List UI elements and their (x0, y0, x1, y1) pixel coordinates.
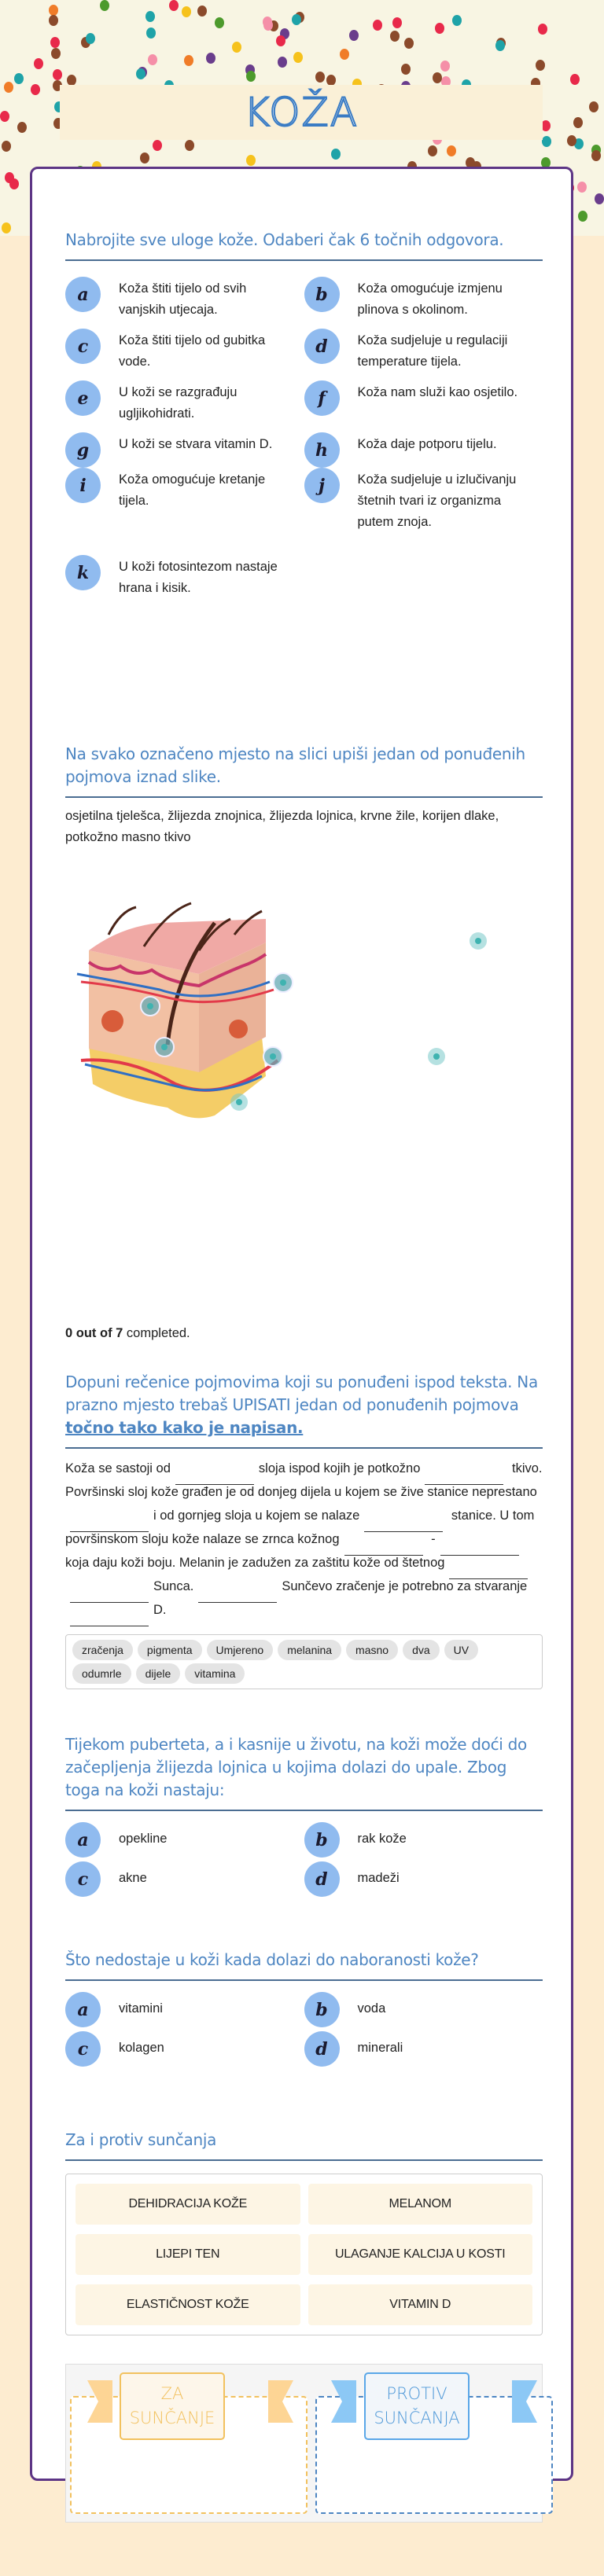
confetti-dot (185, 140, 194, 151)
option-d[interactable] (304, 329, 543, 373)
question-6 (65, 2129, 543, 2523)
word-chip[interactable]: Umjereno (207, 1640, 274, 1660)
confetti-dot (184, 55, 193, 66)
option-label: U koži se razgrađuju ugljikohidrati. (119, 385, 238, 421)
option-e[interactable] (65, 380, 304, 424)
confetti-dot (536, 60, 545, 71)
option-label: Koža štiti tijelo od svih vanjskih utjecaja. (119, 281, 247, 317)
hotspot-4[interactable] (263, 1046, 283, 1067)
question-3-title (65, 1371, 543, 1449)
confetti-dot (263, 17, 272, 28)
confetti-dot (17, 122, 27, 133)
text-segment: - (431, 1532, 436, 1546)
option-letter-bubble: c (65, 2031, 101, 2067)
option-letter-bubble: a (65, 277, 101, 312)
confetti-dot (51, 48, 61, 59)
confetti-dot (428, 145, 437, 156)
confetti-dot (9, 178, 19, 189)
word-chip[interactable]: masno (346, 1640, 398, 1660)
confetti-dot (49, 15, 58, 26)
text-segment: Koža se sastoji od (65, 1461, 171, 1475)
labeling-image-area (65, 856, 543, 1233)
category-drop-area (65, 2364, 543, 2523)
page-title: KOŽA (244, 90, 359, 135)
confetti-dot (577, 182, 587, 193)
option-d[interactable] (304, 1861, 543, 1897)
option-letter-bubble: h (304, 432, 340, 468)
confetti-dot (495, 40, 505, 51)
confetti-dot (215, 17, 224, 28)
blank-10[interactable] (70, 1611, 149, 1626)
option-label: kolagen (119, 2041, 164, 2055)
confetti-dot (148, 54, 157, 65)
confetti-dot (34, 58, 43, 69)
confetti-dot (86, 33, 95, 44)
text-segment: i od gornjeg sloja u kojem se nalaze (153, 1508, 360, 1523)
question-1-options (65, 277, 543, 607)
sort-item[interactable]: DEHIDRACIJA KOŽE (76, 2184, 300, 2225)
option-c[interactable] (65, 2031, 304, 2067)
option-b[interactable] (304, 277, 543, 321)
option-letter-bubble: e (65, 380, 101, 416)
text-segment: Sunca. (153, 1579, 194, 1593)
hotspot-5[interactable] (230, 1093, 248, 1111)
progress-count: 0 out of 7 (65, 1326, 123, 1340)
category-label-line: SUNČANJE (129, 2409, 215, 2427)
question-3-title-emphasis: točno tako kako je napisan. (65, 1418, 304, 1437)
confetti-dot (591, 150, 601, 161)
category-label-line: PROTIV (386, 2384, 447, 2403)
confetti-dot (276, 35, 285, 46)
option-label: U koži se stvara vitamin D. (119, 437, 273, 451)
option-a[interactable] (65, 1822, 304, 1858)
word-chip[interactable]: melanina (278, 1640, 341, 1660)
blank-2[interactable] (425, 1469, 503, 1485)
question-2 (65, 743, 543, 1341)
confetti-dot (435, 23, 444, 34)
word-bank (65, 1634, 543, 1689)
confetti-dot (49, 5, 58, 16)
skin-cross-section-image (73, 887, 325, 1139)
blank-5[interactable] (344, 1540, 423, 1556)
confetti-dot (340, 49, 349, 60)
option-letter-bubble: i (65, 468, 101, 503)
confetti-dot (293, 52, 303, 63)
blank-6[interactable] (440, 1540, 519, 1556)
text-segment: tkivo. Površinski sloj kože građen je od donjeg dijela u kojem se žive stanice neprestano (65, 1461, 543, 1499)
text-segment: D. (153, 1603, 167, 1617)
confetti-dot (595, 193, 604, 204)
option-d[interactable] (304, 2031, 543, 2067)
blank-3[interactable] (70, 1516, 149, 1532)
option-c[interactable] (65, 329, 304, 373)
sort-item[interactable]: MELANOM (308, 2184, 533, 2225)
confetti-dot (433, 72, 442, 83)
text-segment: sloja ispod kojih je potkožno (258, 1461, 421, 1475)
option-b[interactable] (304, 1992, 543, 2027)
option-label: madeži (357, 1871, 400, 1885)
sort-item[interactable]: LIJEPI TEN (76, 2234, 300, 2275)
confetti-dot (447, 145, 456, 156)
option-letter-bubble: f (304, 380, 340, 416)
option-label: Koža nam služi kao osjetilo. (357, 385, 518, 399)
option-label: Koža štiti tijelo od gubitka vode. (119, 333, 266, 369)
sort-item[interactable]: ELASTIČNOST KOŽE (76, 2284, 300, 2325)
word-chip[interactable]: odumrle (72, 1663, 131, 1684)
question-3-title-main: Dopuni rečenice pojmovima koji su ponuđeni ispod teksta. Na prazno mjesto trebaš UPISATI jedan od ponuđenih pojmova (65, 1373, 538, 1414)
option-letter-bubble: g (65, 432, 101, 468)
word-chip[interactable]: dijele (136, 1663, 181, 1684)
word-chip[interactable]: vitamina (185, 1663, 245, 1684)
ribbon-tail-left-icon (87, 2380, 112, 2423)
confetti-dot (331, 149, 341, 160)
word-chip[interactable]: UV (444, 1640, 478, 1660)
confetti-dot (145, 11, 155, 22)
confetti-dot (315, 72, 325, 83)
blank-1[interactable] (175, 1469, 254, 1485)
term-list: osjetilna tjelešca, žlijezda znojnica, žlijezda lojnica, krvne žile, korijen dlake, potkožno masno tkivo (65, 809, 499, 844)
confetti-dot (452, 15, 462, 26)
confetti-dot (136, 68, 145, 79)
option-letter-bubble: k (65, 555, 101, 590)
option-j[interactable] (304, 468, 543, 533)
category-label-za (120, 2372, 225, 2440)
option-letter-bubble: a (65, 1992, 101, 2027)
option-letter-bubble: d (304, 1861, 340, 1897)
option-label: opekline (119, 1832, 168, 1846)
confetti-dot (567, 135, 576, 146)
option-b[interactable] (304, 1822, 543, 1858)
confetti-dot (2, 222, 11, 233)
confetti-dot (14, 73, 24, 84)
option-a[interactable] (65, 277, 304, 321)
hotspot-progress (65, 1326, 543, 1341)
question-4-options (65, 1822, 543, 1905)
confetti-dot (53, 69, 62, 80)
option-label: Koža omogućuje izmjenu plinova s okolinom. (357, 281, 503, 317)
sort-items-bank (65, 2174, 543, 2335)
question-1-title: Nabrojite sve uloge kože. Odaberi čak 6 točnih odgovora. (65, 229, 543, 261)
confetti-dot (4, 82, 13, 93)
confetti-dot (246, 155, 256, 166)
hotspot-6[interactable] (470, 932, 487, 950)
title-banner (60, 85, 543, 140)
confetti-dot (392, 17, 402, 28)
progress-suffix: completed. (123, 1326, 190, 1340)
option-i[interactable] (65, 468, 304, 533)
option-label: Koža sudjeluje u regulaciji temperature tijela. (357, 333, 508, 369)
confetti-dot (153, 140, 162, 151)
option-letter-bubble: b (304, 1822, 340, 1858)
question-1 (65, 229, 543, 607)
hotspot-3[interactable] (273, 972, 293, 993)
option-label: Koža omogućuje kretanje tijela. (119, 472, 266, 508)
option-a[interactable] (65, 1992, 304, 2027)
confetti-dot (542, 136, 551, 147)
confetti-dot (182, 6, 191, 17)
confetti-dot (538, 24, 547, 35)
confetti-dot (2, 141, 11, 152)
confetti-dot (67, 75, 76, 86)
hotspot-1[interactable] (140, 996, 160, 1016)
confetti-dot (246, 71, 256, 82)
confetti-dot (169, 0, 179, 11)
hotspot-7[interactable] (428, 1048, 445, 1065)
text-segment: koja daju koži boju. Melanin je zadužen za zaštitu kože od štetnog (65, 1556, 445, 1570)
blank-7[interactable] (449, 1564, 528, 1579)
question-6-title: Za i protiv sunčanja (65, 2129, 543, 2161)
fill-in-paragraph (65, 1457, 543, 1622)
option-k[interactable] (65, 555, 304, 599)
option-g[interactable] (65, 432, 304, 468)
confetti-dot (570, 74, 580, 85)
confetti-dot (440, 61, 450, 72)
hotspot-2[interactable] (154, 1037, 175, 1057)
option-label: rak kože (357, 1832, 407, 1846)
blank-8[interactable] (70, 1587, 149, 1603)
confetti-dot (278, 57, 287, 68)
option-letter-bubble: c (65, 329, 101, 364)
question-5 (65, 1949, 543, 2074)
confetti-dot (578, 211, 587, 222)
option-letter-bubble: d (304, 329, 340, 364)
option-letter-bubble: a (65, 1822, 101, 1858)
option-label: minerali (357, 2041, 403, 2055)
option-letter-bubble: d (304, 2031, 340, 2067)
question-5-options (65, 1992, 543, 2074)
category-label-protiv (364, 2372, 470, 2440)
question-2-title: Na svako označeno mjesto na slici upiši jedan od ponuđenih pojmova iznad slike. (65, 743, 543, 798)
option-f[interactable] (304, 380, 543, 424)
confetti-dot (197, 6, 207, 17)
confetti-dot (401, 64, 411, 75)
confetti-dot (206, 53, 215, 64)
word-chip[interactable]: zračenja (72, 1640, 133, 1660)
confetti-dot (326, 75, 336, 86)
sort-item[interactable]: ULAGANJE KALCIJA U KOSTI (308, 2234, 533, 2275)
question-3 (65, 1371, 543, 1689)
option-label: vitamini (119, 2001, 163, 2016)
word-chip[interactable]: pigmenta (138, 1640, 202, 1660)
option-label: Koža daje potporu tijelu. (357, 437, 497, 451)
confetti-dot (349, 30, 359, 41)
confetti-dot (100, 0, 109, 11)
question-4-title: Tijekom puberteta, a i kasnije u životu, na koži može doći do začepljenja žlijezda lojnica u kojima dolazi do upale. Zbog toga na koži nastaju: (65, 1733, 543, 1811)
blank-9[interactable] (198, 1587, 277, 1603)
option-label: Koža sudjeluje u izlučivanju štetnih tvari iz organizma putem znoja. (357, 472, 517, 529)
confetti-dot (146, 28, 156, 39)
word-chip[interactable]: dva (403, 1640, 440, 1660)
sort-item[interactable]: VITAMIN D (308, 2284, 533, 2325)
text-segment: stanice. U tom površinskom sloju kože nalaze se zrnca kožnog (65, 1508, 535, 1546)
confetti-dot (31, 84, 40, 95)
option-h[interactable] (304, 432, 543, 468)
confetti-dot (390, 31, 400, 42)
category-label-line: ZA (160, 2384, 184, 2403)
option-letter-bubble: c (65, 1861, 101, 1897)
blank-4[interactable] (364, 1516, 443, 1532)
category-label-line: SUNČANJA (374, 2409, 460, 2427)
confetti-dot (232, 42, 241, 53)
confetti-dot (373, 20, 382, 31)
option-letter-bubble: b (304, 277, 340, 312)
option-label: akne (119, 1871, 147, 1885)
ribbon-tail-right-icon (512, 2380, 537, 2423)
option-letter-bubble: j (304, 468, 340, 503)
confetti-dot (140, 153, 149, 164)
option-label: U koži fotosintezom nastaje hrana i kisik. (119, 560, 278, 595)
question-5-title: Što nedostaje u koži kada dolazi do naboranosti kože? (65, 1949, 543, 1981)
text-segment: Sunčevo zračenje je potrebno za stvaranje (282, 1579, 528, 1593)
confetti-dot (404, 38, 414, 49)
confetti-dot (573, 117, 583, 128)
ribbon-tail-right-icon (268, 2380, 293, 2423)
confetti-dot (292, 14, 301, 25)
ribbon-tail-left-icon (331, 2380, 356, 2423)
option-label: voda (357, 2001, 386, 2016)
question-4 (65, 1733, 543, 1905)
option-c[interactable] (65, 1861, 304, 1897)
worksheet-card (30, 167, 573, 2481)
confetti-dot (50, 37, 60, 48)
confetti-dot (0, 111, 9, 122)
option-letter-bubble: b (304, 1992, 340, 2027)
confetti-dot (589, 101, 598, 112)
